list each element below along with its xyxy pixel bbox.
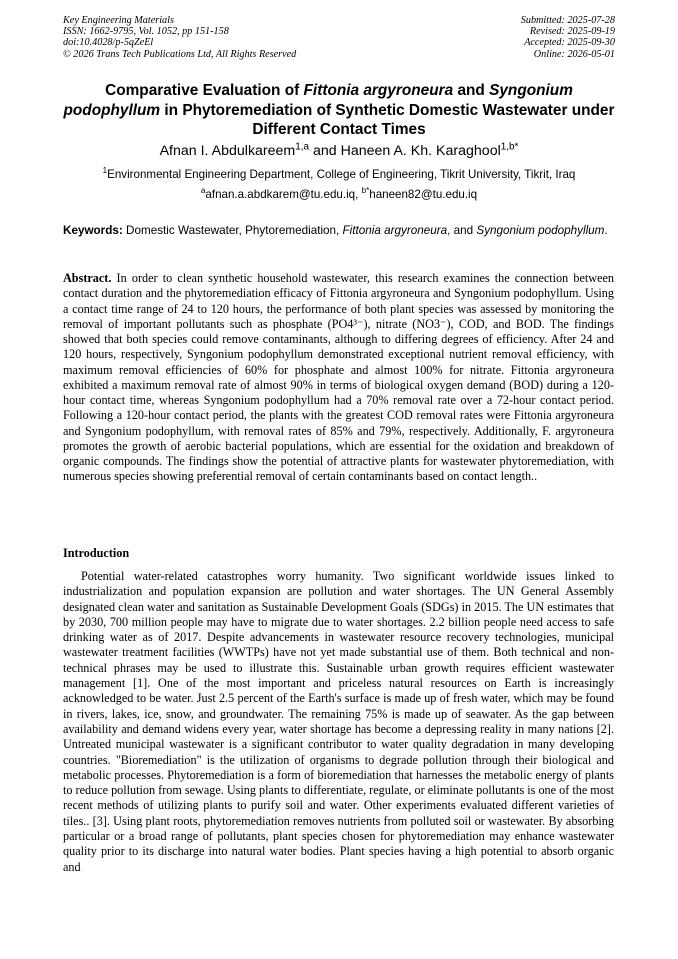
author-emails xyxy=(40,188,638,202)
email-separator: , xyxy=(355,188,362,201)
title-part-2: and xyxy=(453,82,490,99)
email-b-mark: b* xyxy=(361,186,370,196)
abstract-text: In order to clean synthetic household wastewater, this research examines the connection between contact duration and the phytoremediation efficacy of Fittonia argyroneura and Syngonium podophyllum. Using a contact time range of 24 to 120 hours, the performance of both plant species was assessed by monitoring the removal of important pollutants such as phosphate (PO4³⁻), nitrate (NO3⁻), COD, and BOD. The findings showed that both species could remove contaminants, although to differing degrees of efficiency. After 24 and 120 hours, respectively, Syngonium podophyllum demonstrated exceptional nutrient removal efficiency, with maximum removal efficiencies of 60% for phosphate and almost 100% for nitrate. Fittonia argyroneura exhibited a maximum removal rate of almost 90% in terms of biological oxygen demand (BOD) during a 120-hour contact time, whereas Syngonium podophyllum had a 70% removal rate over a 72-hour contact period. Following a 120-hour contact period, the plants with the greatest COD removal rates were Fittonia argyroneura and Syngonium podophyllum, with removal rates of 85% and 79%, respectively. Additionally, F. argyroneura promotes the growth of aerobic bacterial populations, which are essential for the oxidation and breakdown of organic compounds. The findings show the potential of attractive plants for wastewater phytoremediation, with numerous species showing preferential removal of certain contaminants based on contact length.. xyxy=(63,271,614,484)
journal-info xyxy=(63,15,296,60)
email-a-mark: a xyxy=(200,186,206,196)
introduction-text: Potential water-related catastrophes worry humanity. Two significant worldwide issues linked to industrialization and population expansion are pollution and water shortages. The UN General Assembly designated clean water and sanitation as Sustainable Development Goals (SDGs) in 2015. The UN estimates that by 2030, 700 million people may have to migrate due to water shortages. 2.2 billion people need access to safe drinking water as of 2017. Despite advancements in wastewater resource recovery technologies, municipal wastewater treatment facilities (WWTPs) have not yet made substantial use of them. Both technical and non-technical phrases may be used to illustrate this. Sustainable urban growth requires efficient wastewater management [1]. One of the most important and priceless natural resources on Earth is increasingly acknowledged to be water. Just 2.5 percent of the Earth's surface is made up of fresh water, which may be found in rivers, lakes, ice, snow, and groundwater. The remaining 75% is made up of seawater. As the gap between availability and demand widens every year, water shortage has become a depressing reality in many nations [2]. Untreated municipal wastewater is a significant contributor to water quality degradation in many developing countries. "Bioremediation" is the utilization of organisms to degrade pollution through their biological and metabolic processes. Phytoremediation is a form of bioremediation that harnesses the metabolic energy of plants to reduce pollution from sewage. Using plants to differentiate, regulate, or eliminate pollutants is one of the most recent methods of utilizing plants to purify soil and water. Other experiments evaluated different varieties of tiles.. [3]. Using plant roots, phytoremediation removes nutrients from polluted soil or wastewater. By absorbing particular or a broad range of pollutants, plant species chosen for phytoremediation may enhance wastewater quality prior to its discharge into natural water bodies. Plant species having a high potential to absorb organic and xyxy=(63,569,614,874)
title-species-2b: podophyllum xyxy=(63,101,161,119)
keywords-text-1: Domestic Wastewater, Phytoremediation, xyxy=(122,224,343,237)
paper-title xyxy=(40,81,638,140)
affiliation-text: Environmental Engineering Department, College of Engineering, Tikrit University, Tikrit, Iraq xyxy=(107,168,576,181)
title-species-2a: Syngonium xyxy=(489,82,573,99)
email-b: haneen82@tu.edu.iq xyxy=(369,188,478,201)
online-date: Online: 2026-05-01 xyxy=(533,48,615,60)
author-2-affil: 1,b* xyxy=(500,141,519,153)
submitted-date: Submitted: 2025-07-28 xyxy=(520,15,615,26)
affiliation xyxy=(40,168,638,182)
keywords-text-3: . xyxy=(604,224,608,237)
author-1-affil: 1,a xyxy=(295,141,310,153)
journal-name: Key Engineering Materials xyxy=(63,15,174,26)
publication-dates xyxy=(521,15,615,60)
revised-date: Revised: 2025-09-19 xyxy=(529,26,615,38)
issn-line: ISSN: 1662-9795, Vol. 1052, pp 151-158 xyxy=(63,26,229,38)
copyright-line: © 2026 Trans Tech Publications Ltd, All Rights Reserved xyxy=(63,48,297,60)
email-a: afnan.a.abdkarem@tu.edu.iq xyxy=(205,188,356,201)
title-part-1: Comparative Evaluation of xyxy=(105,82,304,99)
author-connector: and xyxy=(309,143,341,159)
author-2: Haneen A. Kh. Karaghool xyxy=(340,143,501,159)
introduction-heading: Introduction xyxy=(63,546,130,560)
abstract-section xyxy=(63,271,614,485)
affiliation-mark: 1 xyxy=(102,166,108,176)
author-1: Afnan I. Abdulkareem xyxy=(159,143,296,159)
title-part-3: in Phytoremediation of Synthetic Domestic Wastewater under Different Contact Times xyxy=(160,101,615,138)
abstract-label: Abstract. xyxy=(63,271,112,285)
title-species-1: Fittonia argyroneura xyxy=(303,82,454,99)
keywords-species-1: Fittonia argyroneura xyxy=(342,224,448,237)
keywords-text-2: , and xyxy=(447,224,477,237)
accepted-date: Accepted: 2025-09-30 xyxy=(524,37,615,49)
keywords-species-2: Syngonium podophyllum xyxy=(476,224,605,237)
keywords-label: Keywords: xyxy=(63,224,123,237)
keywords-section xyxy=(63,224,614,239)
author-line xyxy=(40,142,638,160)
doi-line: doi:10.4028/p-5qZeEl xyxy=(63,37,154,49)
